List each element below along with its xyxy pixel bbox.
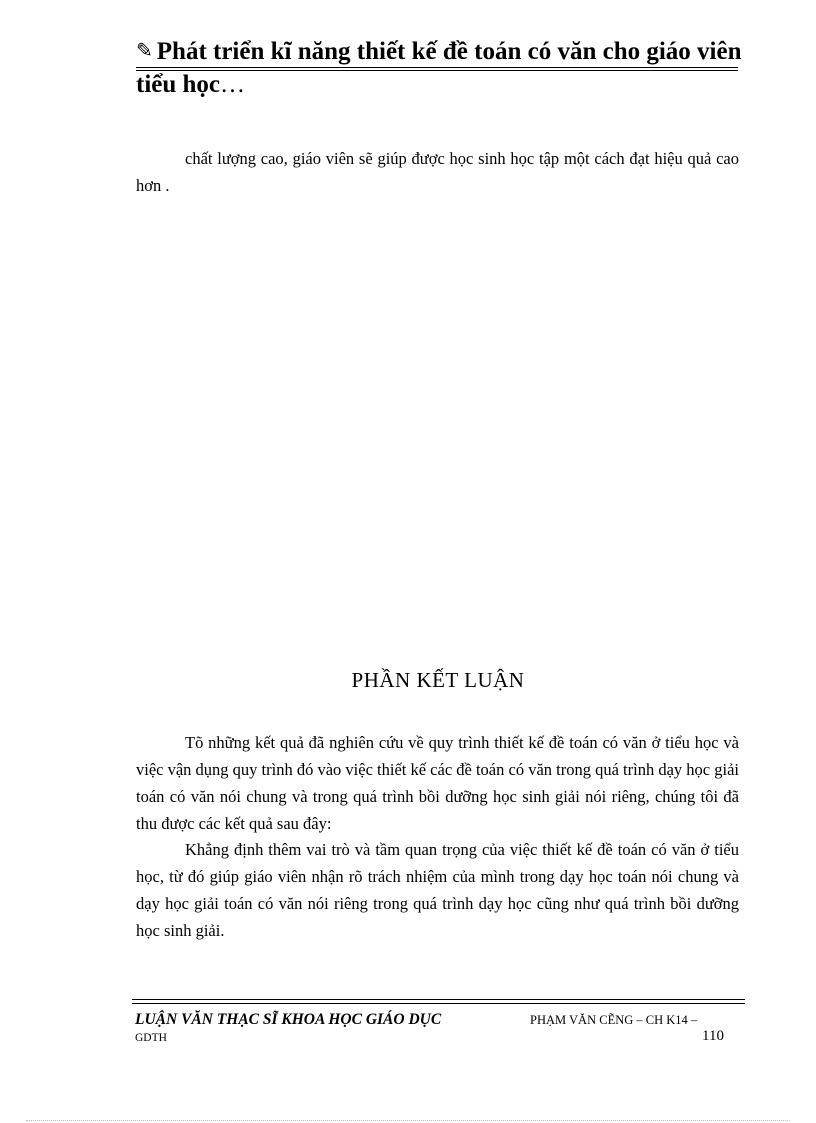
conclusion-paragraph-2: Khẳng định thêm vai trò và tầm quan trọng của việc thiết kế đề toán có văn ở tiểu học, từ đó giúp giáo viên nhận rõ trách nhiệm của mình trong dạy học toán nói chung và dạy học giải toán có văn nói riêng trong quá trình dạy học cũng như quá trình bồi dưỡng học sinh giải. xyxy=(136,840,739,940)
pencil-icon: ✎ xyxy=(136,40,153,62)
header-title-text: Phát triển kĩ năng thiết kế đề toán có văn cho giáo viên tiểu học xyxy=(136,38,742,98)
section-heading: PHẦN KẾT LUẬN xyxy=(351,668,525,692)
footer-department: GDTH xyxy=(135,1032,167,1044)
header-double-rule xyxy=(136,67,738,71)
header-ellipsis: … xyxy=(220,71,246,98)
page-number: 110 xyxy=(702,1028,724,1044)
footer-author: PHẠM VĂN CẼNG – CH K14 – xyxy=(530,1013,698,1027)
page-bottom-dotted-border xyxy=(26,1120,790,1121)
conclusion-paragraph-1: Tõ những kết quả đã nghiên cứu về quy trình thiết kế đề toán có văn ở tiểu học và việc vận dụng quy trình đó vào việc thiết kế các đề toán có văn trong quá trình dạy học giải toán có văn nói chung và trong quá trình bồi dưỡng học sinh giải nói riêng, chúng tôi đã thu được các kết quả sau đây: xyxy=(136,733,739,833)
continuation-paragraph: chất lượng cao, giáo viên sẽ giúp được học sinh học tập một cách đạt hiệu quả cao hơn . xyxy=(136,149,739,195)
footer-double-rule xyxy=(132,999,745,1004)
footer-thesis-title: LUẬN VĂN THẠC SĨ KHOA HỌC GIÁO DỤC xyxy=(135,1011,442,1028)
